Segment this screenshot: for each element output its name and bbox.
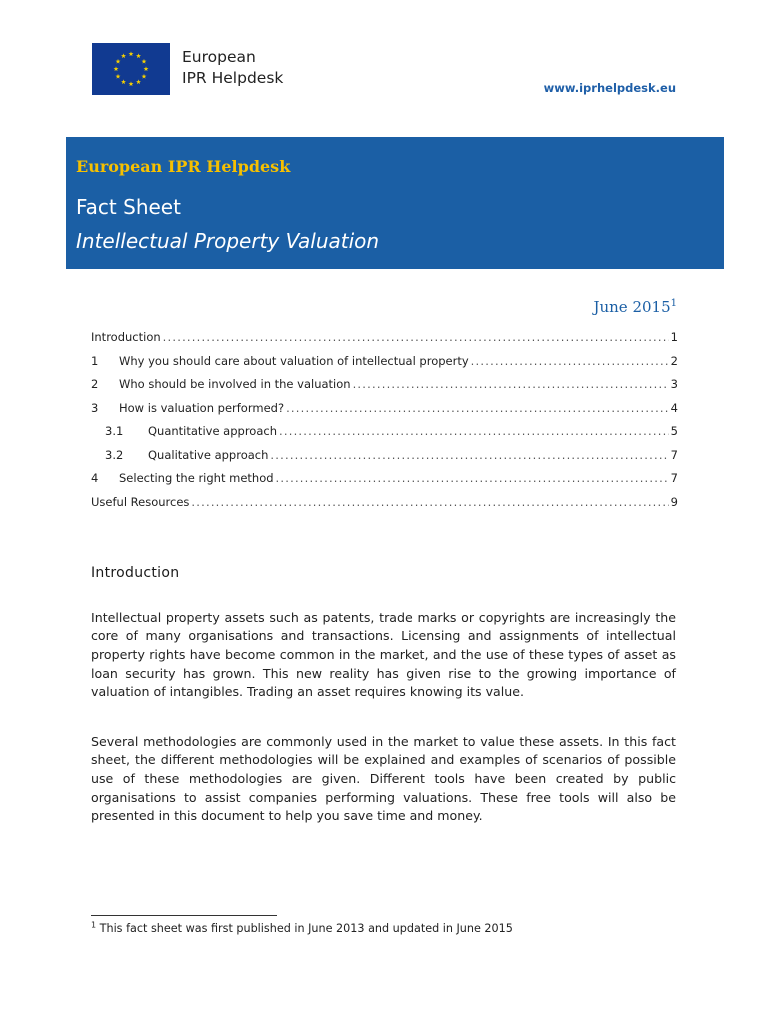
banner-kicker: European IPR Helpdesk bbox=[76, 157, 291, 176]
toc-leader-dots bbox=[191, 495, 668, 509]
toc-entry-page: 7 bbox=[670, 447, 678, 462]
toc-entry-page: 4 bbox=[670, 400, 678, 415]
eu-star-icon bbox=[136, 79, 141, 84]
toc-entry-page: 2 bbox=[670, 353, 678, 368]
toc-leader-dots bbox=[163, 330, 669, 344]
logo-text bbox=[182, 47, 283, 89]
toc-leader-dots bbox=[471, 354, 669, 368]
toc-leader-dots bbox=[279, 424, 669, 438]
toc-entry-number: 3 bbox=[91, 400, 99, 415]
toc-entry-page: 3 bbox=[670, 377, 678, 391]
eu-ipr-helpdesk-logo[interactable] bbox=[92, 43, 283, 95]
toc-entry-number: 3.2 bbox=[105, 447, 124, 462]
eu-star-icon bbox=[121, 79, 126, 84]
toc-entry[interactable] bbox=[91, 471, 678, 495]
eu-star-icon bbox=[129, 81, 134, 86]
toc-entry-label: Introduction bbox=[91, 330, 161, 344]
eu-star-icon bbox=[144, 66, 149, 71]
toc-leader-dots bbox=[353, 377, 669, 391]
eu-star-icon bbox=[114, 66, 119, 71]
toc-leader-dots bbox=[276, 471, 669, 485]
logo-line-2: IPR Helpdesk bbox=[182, 69, 284, 87]
toc-entry-label: Why you should care about valuation of intellectual property bbox=[119, 353, 469, 368]
footnote bbox=[91, 922, 513, 935]
introduction-paragraph-2: Several methodologies are commonly used in the market to value these assets. In this fact sheet, the different methodologies will be explained and examples of scenarios of possible use of these methodologies are given. Different tools have been created by public organisations to assist companies performing valuations. These free tools will also be presented in this document to help you save time and money. bbox=[91, 733, 676, 824]
eu-star-icon bbox=[142, 74, 147, 79]
logo-line-1: European bbox=[182, 48, 256, 66]
toc-entry-label: Useful Resources bbox=[91, 494, 190, 509]
toc-entry-label: Who should be involved in the valuation bbox=[119, 377, 351, 391]
toc-entry[interactable] bbox=[91, 377, 678, 401]
document-subtitle: Intellectual Property Valuation bbox=[76, 229, 380, 253]
toc-entry-page: 5 bbox=[670, 424, 678, 438]
eu-star-icon bbox=[136, 53, 141, 58]
toc-entry[interactable] bbox=[91, 448, 678, 472]
eu-star-icon bbox=[129, 51, 134, 56]
toc-entry-number: 3.1 bbox=[105, 424, 124, 438]
footnote-marker: 1 bbox=[91, 920, 97, 930]
toc-entry[interactable] bbox=[91, 495, 678, 519]
introduction-heading: Introduction bbox=[91, 565, 180, 581]
eu-star-icon bbox=[121, 53, 126, 58]
eu-star-icon bbox=[116, 74, 121, 79]
toc-entry-number: 1 bbox=[91, 353, 99, 368]
document-title: Fact Sheet bbox=[76, 195, 181, 219]
eu-flag-icon bbox=[92, 43, 170, 95]
website-link[interactable]: www.iprhelpdesk.eu bbox=[543, 81, 676, 95]
toc-entry-label: Selecting the right method bbox=[119, 471, 274, 485]
table-of-contents bbox=[91, 330, 678, 518]
toc-entry[interactable] bbox=[91, 330, 678, 354]
toc-entry-page: 1 bbox=[670, 330, 678, 344]
toc-entry[interactable] bbox=[91, 424, 678, 448]
publication-date bbox=[593, 298, 677, 316]
eu-star-icon bbox=[142, 59, 147, 64]
footnote-text: This fact sheet was first published in June 2013 and updated in June 2015 bbox=[96, 922, 513, 935]
toc-entry-label: How is valuation performed? bbox=[119, 400, 285, 415]
toc-entry[interactable] bbox=[91, 401, 678, 425]
toc-leader-dots bbox=[286, 401, 669, 415]
toc-entry-number: 4 bbox=[91, 471, 99, 485]
title-banner bbox=[66, 137, 724, 269]
toc-entry-number: 2 bbox=[91, 377, 99, 391]
toc-leader-dots bbox=[270, 448, 668, 462]
toc-entry-page: 9 bbox=[670, 494, 678, 509]
date-text: June 2015 bbox=[593, 298, 671, 316]
toc-entry-page: 7 bbox=[670, 471, 678, 485]
toc-entry[interactable] bbox=[91, 354, 678, 378]
introduction-paragraph-1: Intellectual property assets such as patents, trade marks or copyrights are increasingly the core of many organisations and transactions. Licensing and assignments of intellectual property rights have become common in the market, and the use of these types of asset as loan security has grown. This new reality has given rise to the growing importance of valuation of intangibles. Trading an asset requires knowing its value. bbox=[91, 609, 676, 700]
toc-entry-label: Qualitative approach bbox=[148, 447, 269, 462]
toc-entry-label: Quantitative approach bbox=[148, 424, 277, 438]
footnote-separator bbox=[91, 915, 277, 916]
eu-star-icon bbox=[116, 59, 121, 64]
date-footnote-ref[interactable]: 1 bbox=[670, 298, 677, 309]
